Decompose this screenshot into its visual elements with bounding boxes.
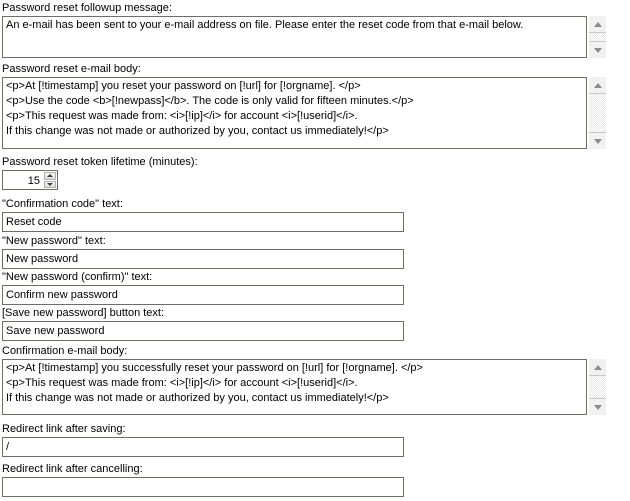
redirect-after-cancelling-input[interactable] (2, 477, 404, 497)
reset-email-body-field (2, 77, 630, 149)
spinner-down-button[interactable] (44, 181, 56, 189)
followup-message-group (2, 2, 630, 58)
reset-email-body-textarea[interactable] (2, 77, 587, 149)
spinner-up-icon (47, 174, 53, 177)
followup-message-textarea[interactable] (2, 16, 587, 58)
redirect-after-cancelling-label: Redirect link after cancelling: (2, 463, 143, 475)
token-lifetime-spinner (2, 170, 58, 190)
new-password-text-group (2, 235, 630, 269)
reset-email-body-label: Password reset e-mail body: (2, 63, 141, 75)
arrow-up-icon (594, 365, 602, 370)
new-password-confirm-text-input[interactable] (2, 285, 404, 305)
confirmation-email-body-scrollbar[interactable] (589, 359, 606, 415)
arrow-down-icon (594, 48, 602, 53)
reset-email-body-scrollbar[interactable] (589, 77, 606, 149)
confirmation-code-text-label: "Confirmation code" text: (2, 198, 123, 210)
scrollbar-track[interactable] (589, 94, 606, 132)
spinner-buttons (44, 171, 57, 189)
new-password-confirm-text-label: "New password (confirm)" text: (2, 271, 153, 283)
confirmation-email-body-label: Confirmation e-mail body: (2, 345, 128, 357)
new-password-confirm-text-group (2, 271, 630, 305)
scrollbar-up-button[interactable] (589, 77, 606, 94)
followup-message-scrollbar[interactable] (589, 16, 606, 58)
confirmation-email-body-textarea[interactable] (2, 359, 587, 415)
reset-email-body-group (2, 63, 630, 149)
save-button-text-group (2, 307, 630, 341)
followup-message-field (2, 16, 630, 58)
save-button-text-input[interactable] (2, 321, 404, 341)
token-lifetime-input[interactable] (3, 171, 44, 189)
scrollbar-track[interactable] (589, 376, 606, 398)
spinner-down-icon (47, 183, 53, 186)
scrollbar-track[interactable] (589, 33, 606, 41)
save-button-text-label: [Save new password] button text: (2, 307, 165, 319)
confirmation-email-body-field (2, 359, 630, 415)
new-password-text-input[interactable] (2, 249, 404, 269)
arrow-down-icon (594, 405, 602, 410)
confirmation-code-text-input[interactable] (2, 212, 404, 232)
redirect-after-saving-label: Redirect link after saving: (2, 423, 126, 435)
scrollbar-up-button[interactable] (589, 359, 606, 376)
arrow-down-icon (594, 139, 602, 144)
redirect-after-saving-group (2, 423, 630, 457)
redirect-after-cancelling-group (2, 463, 630, 497)
followup-message-label: Password reset followup message: (2, 2, 172, 14)
scrollbar-down-button[interactable] (589, 132, 606, 149)
scrollbar-down-button[interactable] (589, 398, 606, 415)
arrow-up-icon (594, 22, 602, 27)
confirmation-email-body-group (2, 345, 630, 415)
spinner-up-button[interactable] (44, 172, 56, 180)
token-lifetime-group (2, 156, 630, 190)
scrollbar-up-button[interactable] (589, 16, 606, 33)
redirect-after-saving-input[interactable] (2, 437, 404, 457)
arrow-up-icon (594, 83, 602, 88)
confirmation-code-text-group (2, 198, 630, 232)
token-lifetime-label: Password reset token lifetime (minutes): (2, 156, 198, 168)
new-password-text-label: "New password" text: (2, 235, 106, 247)
scrollbar-down-button[interactable] (589, 41, 606, 58)
